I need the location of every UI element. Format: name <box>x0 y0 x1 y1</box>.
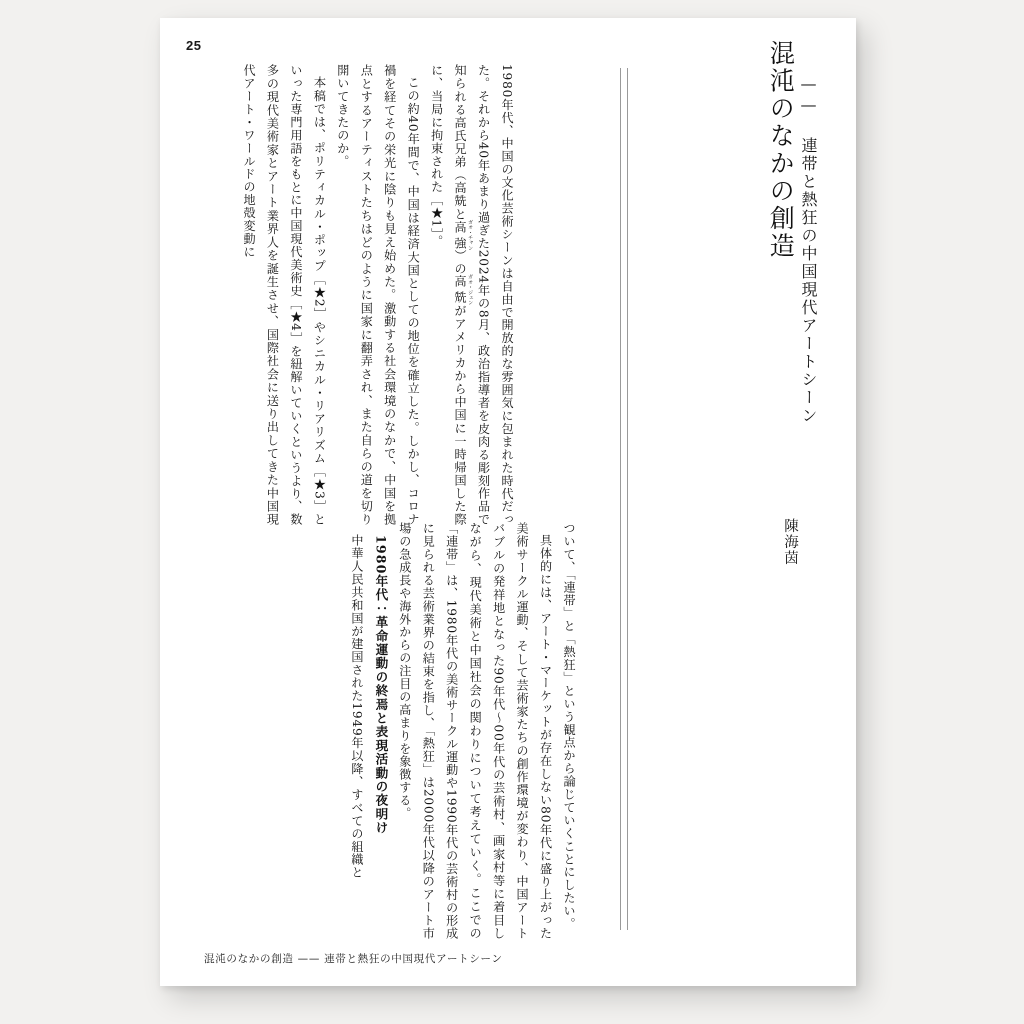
rule-line-outer <box>620 68 621 930</box>
paragraph-lower-2-text: 具体的には、アート・マーケットが存在しない80年代に盛り上がった美術サークル運動、そして芸術家たちの創作環境が変わり、中国アートバブルの発祥地となった90年代〜00年代の芸術村、画家村等に着目しながら、現代美術と中国社会の関わりについて考えていく。ここでの「連帯」は、1980年代の美術サークル運動や1990年代の芸術村の形成に見られる芸術業界の結束を指し、「熱狂」は2000年代以降のアート市場の急成長や海外からの注目の高まりを象徴する。 <box>397 522 553 941</box>
ruby-ガオ・ジェン: 高兟 ガオ・ジェン <box>453 274 474 306</box>
page-subtitle: —— 連帯と熱狂の中国現代アートシーン <box>799 74 818 425</box>
ruby-text: ガオ・チャン <box>467 219 474 251</box>
paragraph-upper-2-text: この約40年間で、中国は経済大国としての地位を確立した。しかし、コロナ禍を経てその栄光に陰りも見え始めた。激動する社会環境のなかで、中国を拠点とするアーティストたちはどのように国家に翻弄され、また自らの道を切り開いてきたのか。 <box>335 64 421 526</box>
paragraph-upper-3 <box>237 64 331 526</box>
paragraph-upper-3-text: 本稿では、ポリティカル・ポップ［★2］やシニカル・リアリズム［★3］といった専門用語をもとに中国現代美術史［★4］を紐解いていくというより、数多の現代美術家とアート業界人を誕生させ、国際社会に送り出してきた中国現代アート・ワールドの地殻変動に <box>242 64 327 526</box>
paragraph-upper-1-text: 1980年代、中国の文化芸術シーンは自由で開放的な雰囲気に包まれた時代だった。それから40年あまり過ぎた2024年の8月、政治指導者を皮肉る彫刻作品で知られる高氏兄弟（高兟と高強 ガオ・チャン）の高兟 ガオ・ジェンがアメリカから中国に一時帰国した際に、当局に拘束された［★1］。 <box>429 64 514 526</box>
paragraph-upper-2 <box>330 64 424 526</box>
author-byline: 陳海茵 <box>782 518 798 566</box>
page-title: 混沌のなかの創造 <box>766 40 796 260</box>
running-footer: 混沌のなかの創造 —— 連帯と熱狂の中国現代アートシーン <box>204 953 503 965</box>
title-block <box>764 40 832 470</box>
ruby-text: ガオ・ジェン <box>467 274 474 306</box>
title-divider-rule <box>620 68 629 930</box>
paragraph-lower-1-text: ついて、「連帯」と「熱狂」という観点から論じていくことにしたい。 <box>562 522 576 931</box>
page-number: 25 <box>186 38 202 53</box>
page-sheet <box>160 18 856 986</box>
body-text-upper <box>188 64 518 526</box>
section-heading: 1980年代：革命運動の終焉と表現活動の夜明け <box>373 534 389 835</box>
paragraph-lower-2 <box>392 522 556 940</box>
ruby-ガオ・チャン: 高強 ガオ・チャン <box>453 219 474 251</box>
paragraph-lower-1 <box>557 522 580 940</box>
paragraph-upper-1 <box>424 64 518 526</box>
paragraph-lower-3-text: 中華人民共和国が建国された1949年以降、すべての組織と <box>349 534 364 880</box>
body-text-lower <box>188 522 580 940</box>
rule-line-inner <box>627 68 628 930</box>
paragraph-lower-3 <box>345 522 368 940</box>
